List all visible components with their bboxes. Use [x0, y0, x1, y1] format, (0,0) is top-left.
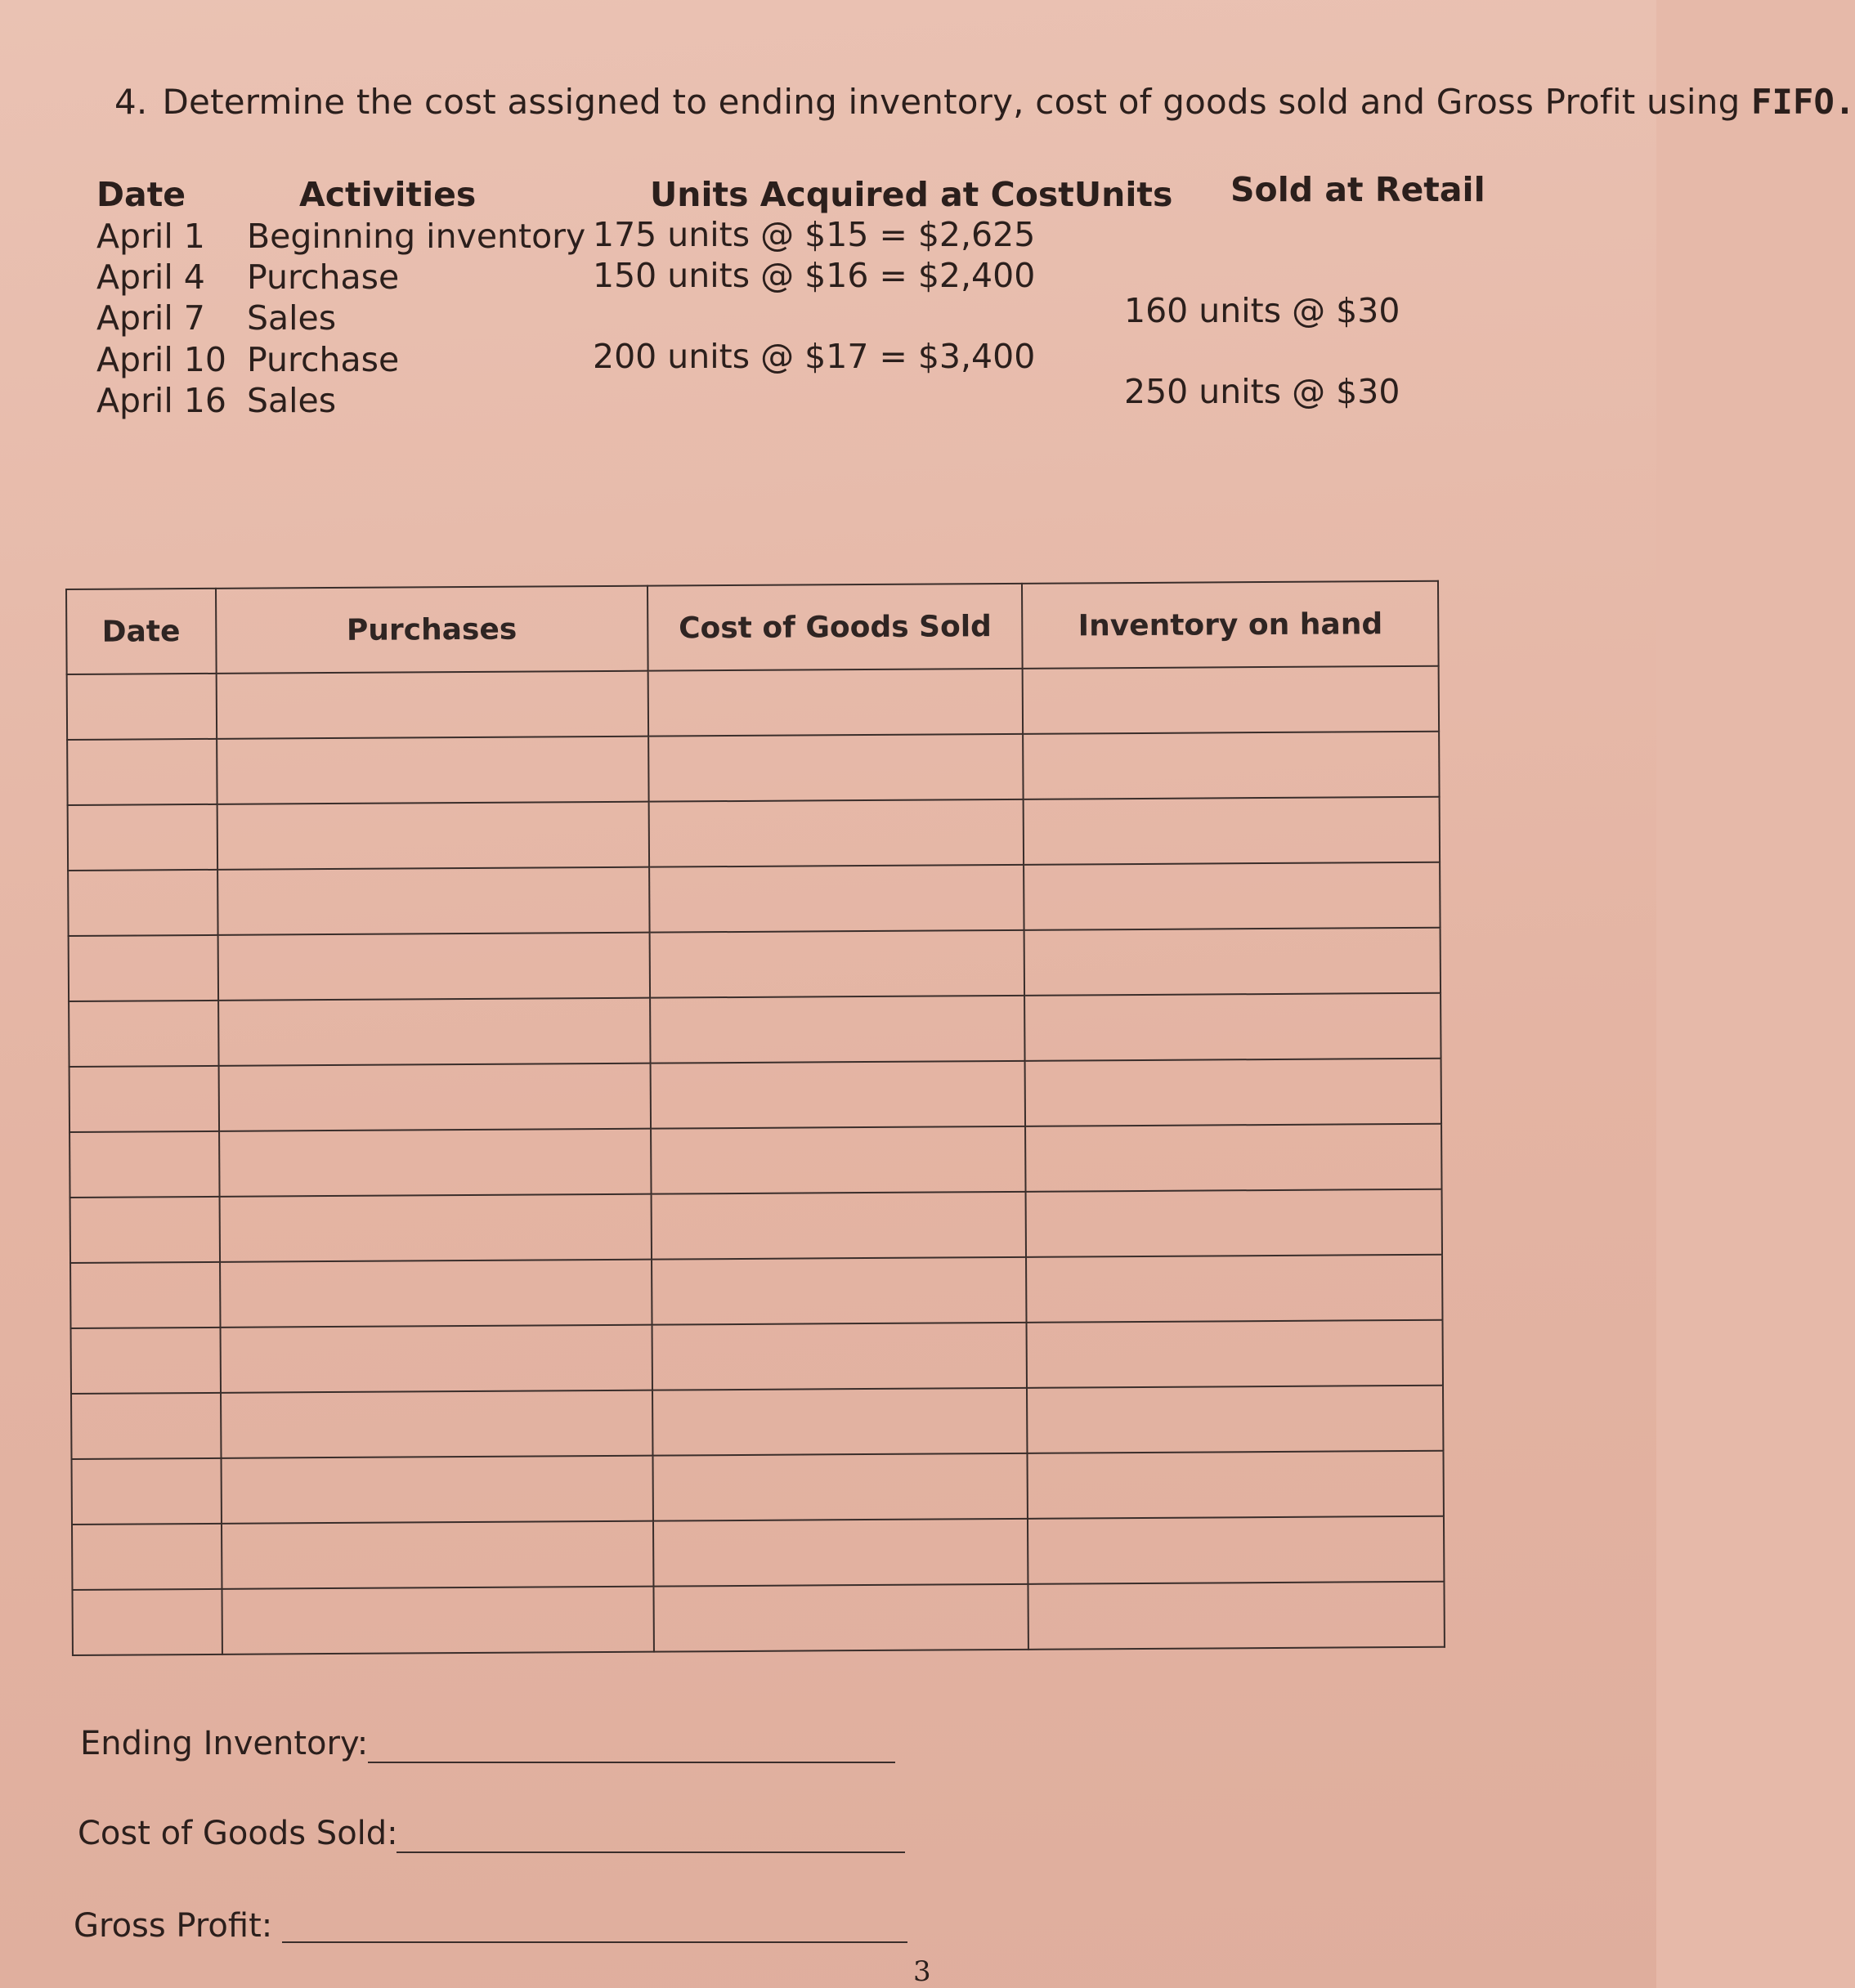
worksheet-row — [72, 1516, 1444, 1590]
worksheet-cell-date[interactable] — [72, 1458, 222, 1525]
worksheet-row — [68, 797, 1440, 871]
activity-acquired: 175 units @ $15 = $2,625 — [593, 215, 1036, 254]
worksheet-cell-cogs[interactable] — [652, 1388, 1028, 1456]
worksheet-cell-cogs[interactable] — [649, 865, 1024, 933]
worksheet-cell-purchases[interactable] — [217, 933, 650, 1001]
worksheet-cell-date[interactable] — [71, 1328, 221, 1394]
worksheet-cell-cogs[interactable] — [649, 799, 1024, 867]
worksheet-cell-purchases[interactable] — [222, 1521, 654, 1589]
activity-name: Beginning inventory — [247, 217, 586, 256]
worksheet-cell-purchases[interactable] — [220, 1325, 652, 1393]
worksheet-header-date: Date — [66, 589, 216, 674]
worksheet-cell-purchases[interactable] — [216, 671, 648, 739]
worksheet-cell-inventory[interactable] — [1023, 732, 1439, 799]
worksheet-header-cogs: Cost of Goods Sold — [647, 584, 1023, 671]
activity-name: Sales — [247, 381, 337, 420]
worksheet-row — [69, 1059, 1441, 1132]
worksheet-cell-purchases[interactable] — [222, 1587, 654, 1654]
worksheet-cell-date[interactable] — [72, 1589, 222, 1655]
worksheet-cell-purchases[interactable] — [219, 1129, 652, 1197]
worksheet-cell-date[interactable] — [68, 804, 217, 871]
worksheet-cell-cogs[interactable] — [653, 1453, 1028, 1521]
worksheet-cell-purchases[interactable] — [217, 802, 649, 870]
worksheet-cell-inventory[interactable] — [1028, 1451, 1444, 1519]
question-text: Determine the cost assigned to ending inventory, cost of goods sold and Gross Profit using — [162, 82, 1751, 122]
worksheet-cell-purchases[interactable] — [218, 1063, 651, 1131]
worksheet-body — [67, 666, 1445, 1655]
worksheet-cell-inventory[interactable] — [1026, 1189, 1442, 1257]
activity-name: Purchase — [247, 340, 400, 379]
worksheet-cell-cogs[interactable] — [654, 1584, 1029, 1652]
activity-acquired: 200 units @ $17 = $3,400 — [593, 337, 1036, 376]
worksheet-row — [69, 928, 1441, 1001]
ending-inventory-label: Ending Inventory: — [80, 1725, 369, 1762]
activity-date: April 7 — [96, 298, 205, 338]
worksheet-cell-cogs[interactable] — [648, 734, 1024, 802]
worksheet-cell-date[interactable] — [70, 1262, 220, 1328]
worksheet-header-inventory: Inventory on hand — [1022, 581, 1438, 669]
worksheet-cell-inventory[interactable] — [1026, 1255, 1442, 1323]
worksheet-cell-purchases[interactable] — [220, 1260, 652, 1328]
worksheet-cell-cogs[interactable] — [652, 1323, 1028, 1390]
worksheet-row — [69, 993, 1441, 1067]
worksheet-row — [68, 862, 1440, 936]
worksheet-cell-inventory[interactable] — [1024, 797, 1440, 865]
worksheet-cell-date[interactable] — [68, 870, 217, 936]
cogs-answer-line[interactable] — [397, 1851, 905, 1853]
activities-header-date: Date — [96, 175, 186, 214]
worksheet-cell-cogs[interactable] — [651, 1126, 1026, 1194]
worksheet-cell-purchases[interactable] — [221, 1390, 653, 1458]
worksheet-cell-purchases[interactable] — [218, 998, 651, 1066]
ending-inventory-answer-line[interactable] — [368, 1762, 895, 1763]
worksheet-cell-date[interactable] — [70, 1197, 220, 1263]
worksheet-row — [70, 1255, 1442, 1328]
worksheet-row — [67, 666, 1439, 740]
worksheet-cell-cogs[interactable] — [650, 996, 1025, 1063]
worksheet-cell-date[interactable] — [69, 1001, 218, 1067]
worksheet-cell-cogs[interactable] — [652, 1257, 1027, 1325]
worksheet-cell-inventory[interactable] — [1025, 1124, 1441, 1192]
worksheet-row — [70, 1189, 1442, 1263]
method-label: FIFO. — [1750, 82, 1855, 122]
worksheet-cell-date[interactable] — [71, 1393, 221, 1459]
page-number: 3 — [913, 1955, 931, 1988]
worksheet-cell-inventory[interactable] — [1028, 1516, 1444, 1584]
worksheet-cell-cogs[interactable] — [651, 1061, 1026, 1129]
gross-profit-label: Gross Profit: — [74, 1907, 273, 1945]
worksheet-cell-cogs[interactable] — [648, 669, 1024, 737]
activity-date: April 10 — [96, 340, 226, 379]
worksheet-cell-inventory[interactable] — [1023, 666, 1439, 734]
worksheet-cell-cogs[interactable] — [653, 1519, 1028, 1587]
activities-header-sold: Sold at Retail — [1230, 170, 1485, 209]
worksheet-cell-purchases[interactable] — [217, 867, 650, 935]
worksheet-row — [71, 1386, 1443, 1459]
activities-header-activities: Activities — [299, 175, 477, 214]
activity-date: April 1 — [96, 217, 205, 256]
activity-date: April 16 — [96, 381, 226, 420]
worksheet-cell-purchases[interactable] — [221, 1456, 653, 1524]
worksheet-cell-inventory[interactable] — [1024, 862, 1440, 930]
activity-name: Sales — [247, 298, 337, 338]
worksheet-header-row — [66, 581, 1439, 674]
worksheet-cell-purchases[interactable] — [217, 737, 649, 804]
worksheet-cell-date[interactable] — [67, 739, 217, 805]
worksheet-cell-purchases[interactable] — [219, 1194, 652, 1262]
activity-sold: 160 units @ $30 — [1124, 291, 1400, 330]
activities-header-acquired: Units Acquired at CostUnits — [650, 175, 1173, 214]
worksheet-cell-inventory[interactable] — [1028, 1582, 1445, 1650]
worksheet-cell-date[interactable] — [69, 1131, 219, 1198]
worksheet-row — [72, 1451, 1444, 1525]
worksheet-cell-inventory[interactable] — [1024, 928, 1441, 996]
worksheet-cell-cogs[interactable] — [650, 930, 1025, 998]
worksheet-cell-date[interactable] — [72, 1524, 222, 1590]
worksheet-row — [71, 1320, 1443, 1394]
activity-name: Purchase — [247, 257, 400, 297]
worksheet-row — [67, 732, 1439, 805]
question-number: 4. — [114, 82, 148, 122]
cogs-label: Cost of Goods Sold: — [78, 1815, 398, 1852]
gross-profit-answer-line[interactable] — [282, 1941, 907, 1943]
worksheet-header-purchases: Purchases — [216, 586, 648, 674]
worksheet-cell-inventory[interactable] — [1027, 1320, 1443, 1388]
worksheet-row — [72, 1582, 1444, 1655]
fifo-worksheet-table — [65, 580, 1445, 1656]
worksheet-cell-date[interactable] — [67, 674, 217, 740]
activity-date: April 4 — [96, 257, 205, 297]
activity-acquired: 150 units @ $16 = $2,400 — [593, 256, 1036, 295]
worksheet-cell-date[interactable] — [69, 1066, 219, 1132]
worksheet-cell-inventory[interactable] — [1027, 1386, 1443, 1453]
question-title — [114, 82, 1855, 122]
worksheet-cell-inventory[interactable] — [1025, 1059, 1441, 1126]
worksheet-row — [69, 1124, 1441, 1198]
activity-sold: 250 units @ $30 — [1124, 372, 1400, 411]
worksheet-cell-date[interactable] — [69, 935, 218, 1001]
worksheet-cell-inventory[interactable] — [1024, 993, 1441, 1061]
worksheet-cell-cogs[interactable] — [652, 1192, 1027, 1260]
